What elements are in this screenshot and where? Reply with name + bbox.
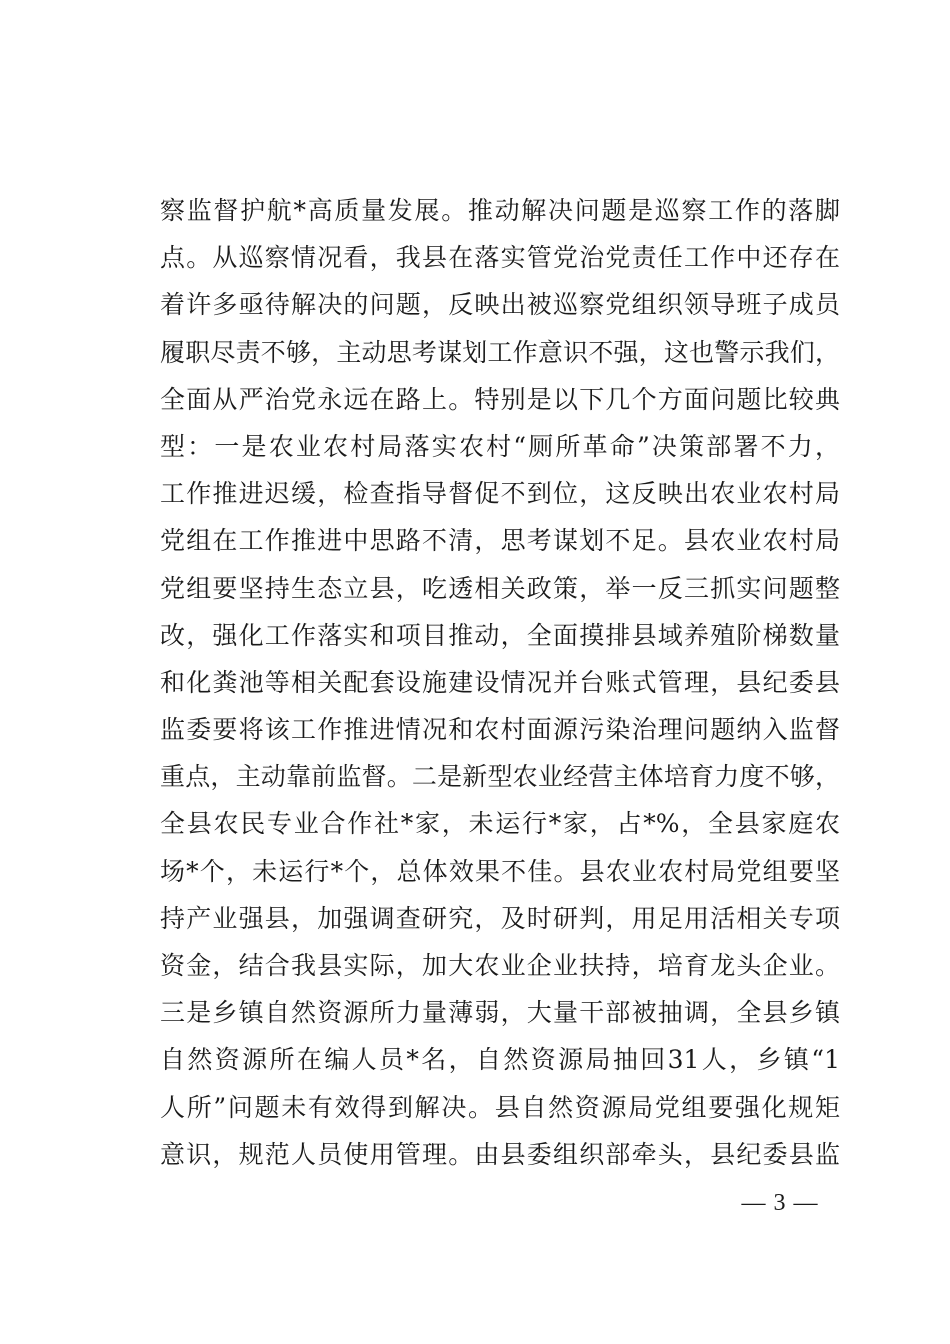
- text-line: 全面从严治党永远在路上。特别是以下几个方面问题比较典: [160, 384, 840, 414]
- text-line: 履职尽责不够，主动思考谋划工作意识不强，这也警示我们，: [160, 337, 840, 367]
- text-line: 场*个，未运行*个，总体效果不佳。县农业农村局党组要坚: [160, 856, 840, 886]
- text-line: 自然资源所在编人员*名，自然资源局抽回31人，乡镇“1: [160, 1045, 840, 1075]
- text-line: 和化粪池等相关配套设施建设情况并台账式管理，县纪委县: [160, 667, 840, 697]
- text-line: 持产业强县，加强调查研究，及时研判，用足用活相关专项: [160, 903, 840, 933]
- text-line: 三是乡镇自然资源所力量薄弱，大量干部被抽调，全县乡镇: [160, 998, 840, 1028]
- text-line: 重点，主动靠前监督。二是新型农业经营主体培育力度不够，: [160, 762, 840, 792]
- text-line: 人所”问题未有效得到解决。县自然资源局党组要强化规矩: [160, 1092, 840, 1122]
- text-line: 全县农民专业合作社*家，未运行*家，占*%，全县家庭农: [160, 809, 840, 839]
- text-line: 型：一是农业农村局落实农村“厕所革命”决策部署不力，: [160, 431, 840, 461]
- text-line: 点。从巡察情况看，我县在落实管党治党责任工作中还存在: [160, 243, 840, 273]
- text-line: 着许多亟待解决的问题，反映出被巡察党组织领导班子成员: [160, 290, 840, 320]
- text-line: 察监督护航*高质量发展。推动解决问题是巡察工作的落脚: [160, 196, 840, 225]
- text-line: 改，强化工作落实和项目推动，全面摸排县域养殖阶梯数量: [160, 620, 840, 650]
- page-number: — 3 —: [741, 1190, 819, 1216]
- text-line: 党组要坚持生态立县，吃透相关政策，举一反三抓实问题整: [160, 573, 840, 603]
- text-line: 党组在工作推进中思路不清，思考谋划不足。县农业农村局: [160, 526, 840, 556]
- body-text: [160, 187, 840, 1178]
- text-line: 资金，结合我县实际，加大农业企业扶持，培育龙头企业。: [160, 951, 840, 980]
- text-line: 监委要将该工作推进情况和农村面源污染治理问题纳入监督: [160, 715, 840, 745]
- text-line: 工作推进迟缓，检查指导督促不到位，这反映出农业农村局: [160, 479, 840, 509]
- text-line: 意识，规范人员使用管理。由县委组织部牵头，县纪委县监: [160, 1139, 840, 1169]
